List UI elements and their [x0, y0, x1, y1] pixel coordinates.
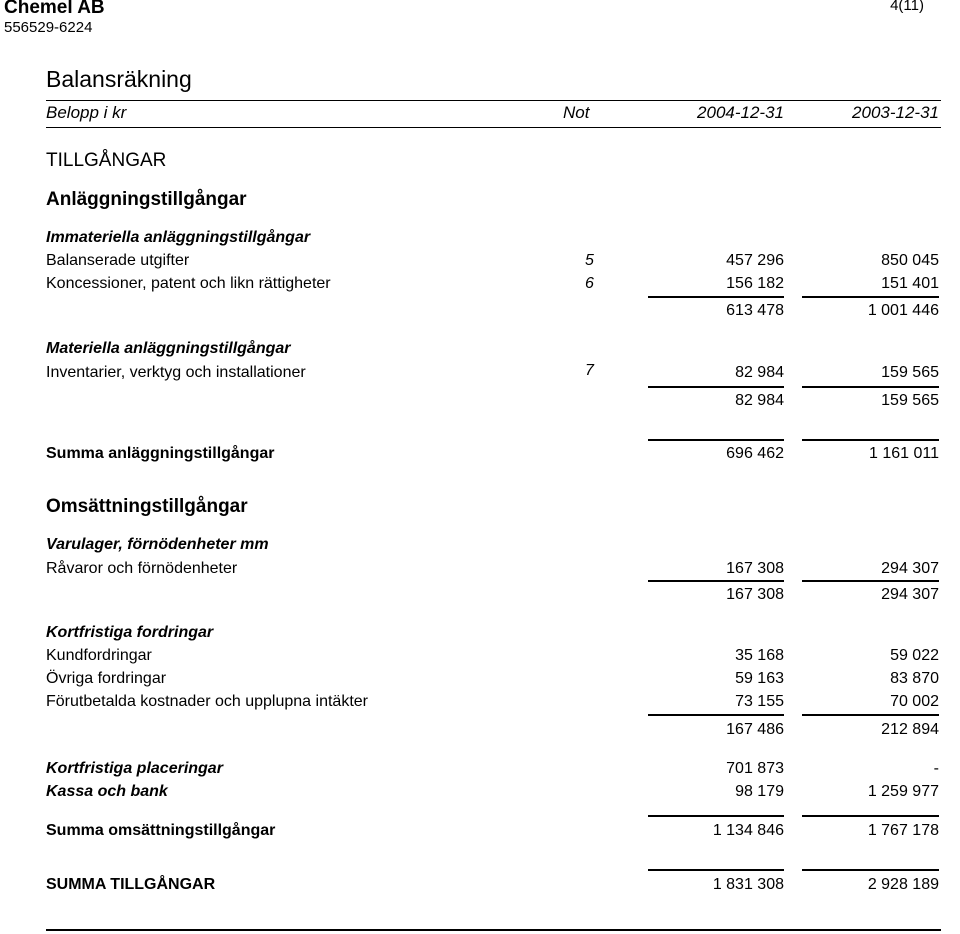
subtotal-value-2004: 82 984 [735, 392, 784, 409]
inventory-heading: Varulager, förnödenheter mm [46, 536, 269, 553]
row-value-2004: 156 182 [726, 275, 784, 292]
grand-total-value-2004: 1 831 308 [712, 876, 784, 893]
investments-label: Kortfristiga placeringar [46, 760, 223, 777]
fixed-assets-heading: Anläggningstillgångar [46, 189, 247, 210]
org-number: 556529-6224 [4, 19, 93, 36]
current-assets-heading: Omsättningstillgångar [46, 496, 248, 517]
column-header-label: Belopp i kr [46, 103, 127, 122]
company-name: Chemel AB [4, 0, 105, 18]
column-header-year2: 2003-12-31 [852, 103, 939, 122]
total-rule [802, 815, 939, 817]
tangible-heading: Materiella anläggningstillgångar [46, 340, 291, 357]
subtotal-value-2004: 613 478 [726, 302, 784, 319]
total-rule [802, 439, 939, 441]
row-value-2003: 850 045 [881, 252, 939, 269]
row-label: Balanserade utgifter [46, 252, 190, 269]
page-title: Balansräkning [46, 66, 192, 92]
total-value-2003: 1 161 011 [869, 445, 939, 462]
total-rule [648, 439, 784, 441]
grand-total-label: SUMMA TILLGÅNGAR [46, 876, 216, 893]
row-label: Inventarier, verktyg och installationer [46, 364, 306, 381]
row-label: Koncessioner, patent och likn rättigheter [46, 275, 331, 292]
investments-value-2004: 701 873 [726, 760, 784, 777]
row-label: Förutbetalda kostnader och upplupna intäkter [46, 693, 368, 710]
subtotal-rule [648, 386, 784, 388]
row-value-2003: 294 307 [881, 560, 939, 577]
intangible-heading: Immateriella anläggningstillgångar [46, 229, 311, 246]
total-rule [648, 815, 784, 817]
investments-value-2003: - [933, 760, 939, 777]
cash-value-2004: 98 179 [735, 783, 784, 800]
subtotal-value-2003: 159 565 [881, 392, 939, 409]
row-value-2004: 73 155 [735, 693, 784, 710]
subtotal-value-2003: 1 001 446 [867, 302, 939, 319]
subtotal-rule [802, 386, 939, 388]
row-note: 5 [585, 252, 594, 269]
grand-total-rule [648, 869, 784, 871]
grand-total-value-2003: 2 928 189 [867, 876, 939, 893]
row-value-2003: 151 401 [881, 275, 939, 292]
subtotal-rule [648, 714, 784, 716]
column-header-year1: 2004-12-31 [697, 103, 784, 122]
header-top-rule [46, 100, 941, 101]
total-value-2003: 1 767 178 [867, 822, 939, 839]
row-value-2004: 82 984 [735, 364, 784, 381]
page-bottom-rule [46, 929, 941, 931]
subtotal-value-2003: 212 894 [881, 721, 939, 738]
total-label: Summa anläggningstillgångar [46, 445, 275, 462]
subtotal-rule [648, 296, 784, 298]
row-value-2004: 59 163 [735, 670, 784, 687]
assets-heading: TILLGÅNGAR [46, 150, 167, 171]
subtotal-rule [802, 714, 939, 716]
row-note: 7 [585, 362, 594, 379]
row-value-2003: 159 565 [881, 364, 939, 381]
row-label: Kundfordringar [46, 647, 152, 664]
page-number: 4(11) [890, 0, 924, 14]
row-label: Råvaror och förnödenheter [46, 560, 238, 577]
row-label: Övriga fordringar [46, 670, 167, 687]
column-header-note: Not [563, 103, 590, 122]
cash-label: Kassa och bank [46, 783, 168, 800]
subtotal-rule [802, 296, 939, 298]
subtotal-rule [648, 580, 784, 582]
row-value-2004: 167 308 [726, 560, 784, 577]
total-label: Summa omsättningstillgångar [46, 822, 276, 839]
row-value-2004: 35 168 [735, 647, 784, 664]
row-value-2004: 457 296 [726, 252, 784, 269]
row-note: 6 [585, 275, 594, 292]
grand-total-rule [802, 869, 939, 871]
subtotal-rule [802, 580, 939, 582]
row-value-2003: 83 870 [890, 670, 939, 687]
cash-value-2003: 1 259 977 [867, 783, 939, 800]
total-value-2004: 1 134 846 [712, 822, 784, 839]
receivables-heading: Kortfristiga fordringar [46, 624, 214, 641]
row-value-2003: 59 022 [890, 647, 939, 664]
row-value-2003: 70 002 [890, 693, 939, 710]
subtotal-value-2004: 167 308 [726, 586, 784, 603]
subtotal-value-2003: 294 307 [881, 586, 939, 603]
subtotal-value-2004: 167 486 [726, 721, 784, 738]
header-bottom-rule [46, 127, 941, 128]
total-value-2004: 696 462 [726, 445, 784, 462]
